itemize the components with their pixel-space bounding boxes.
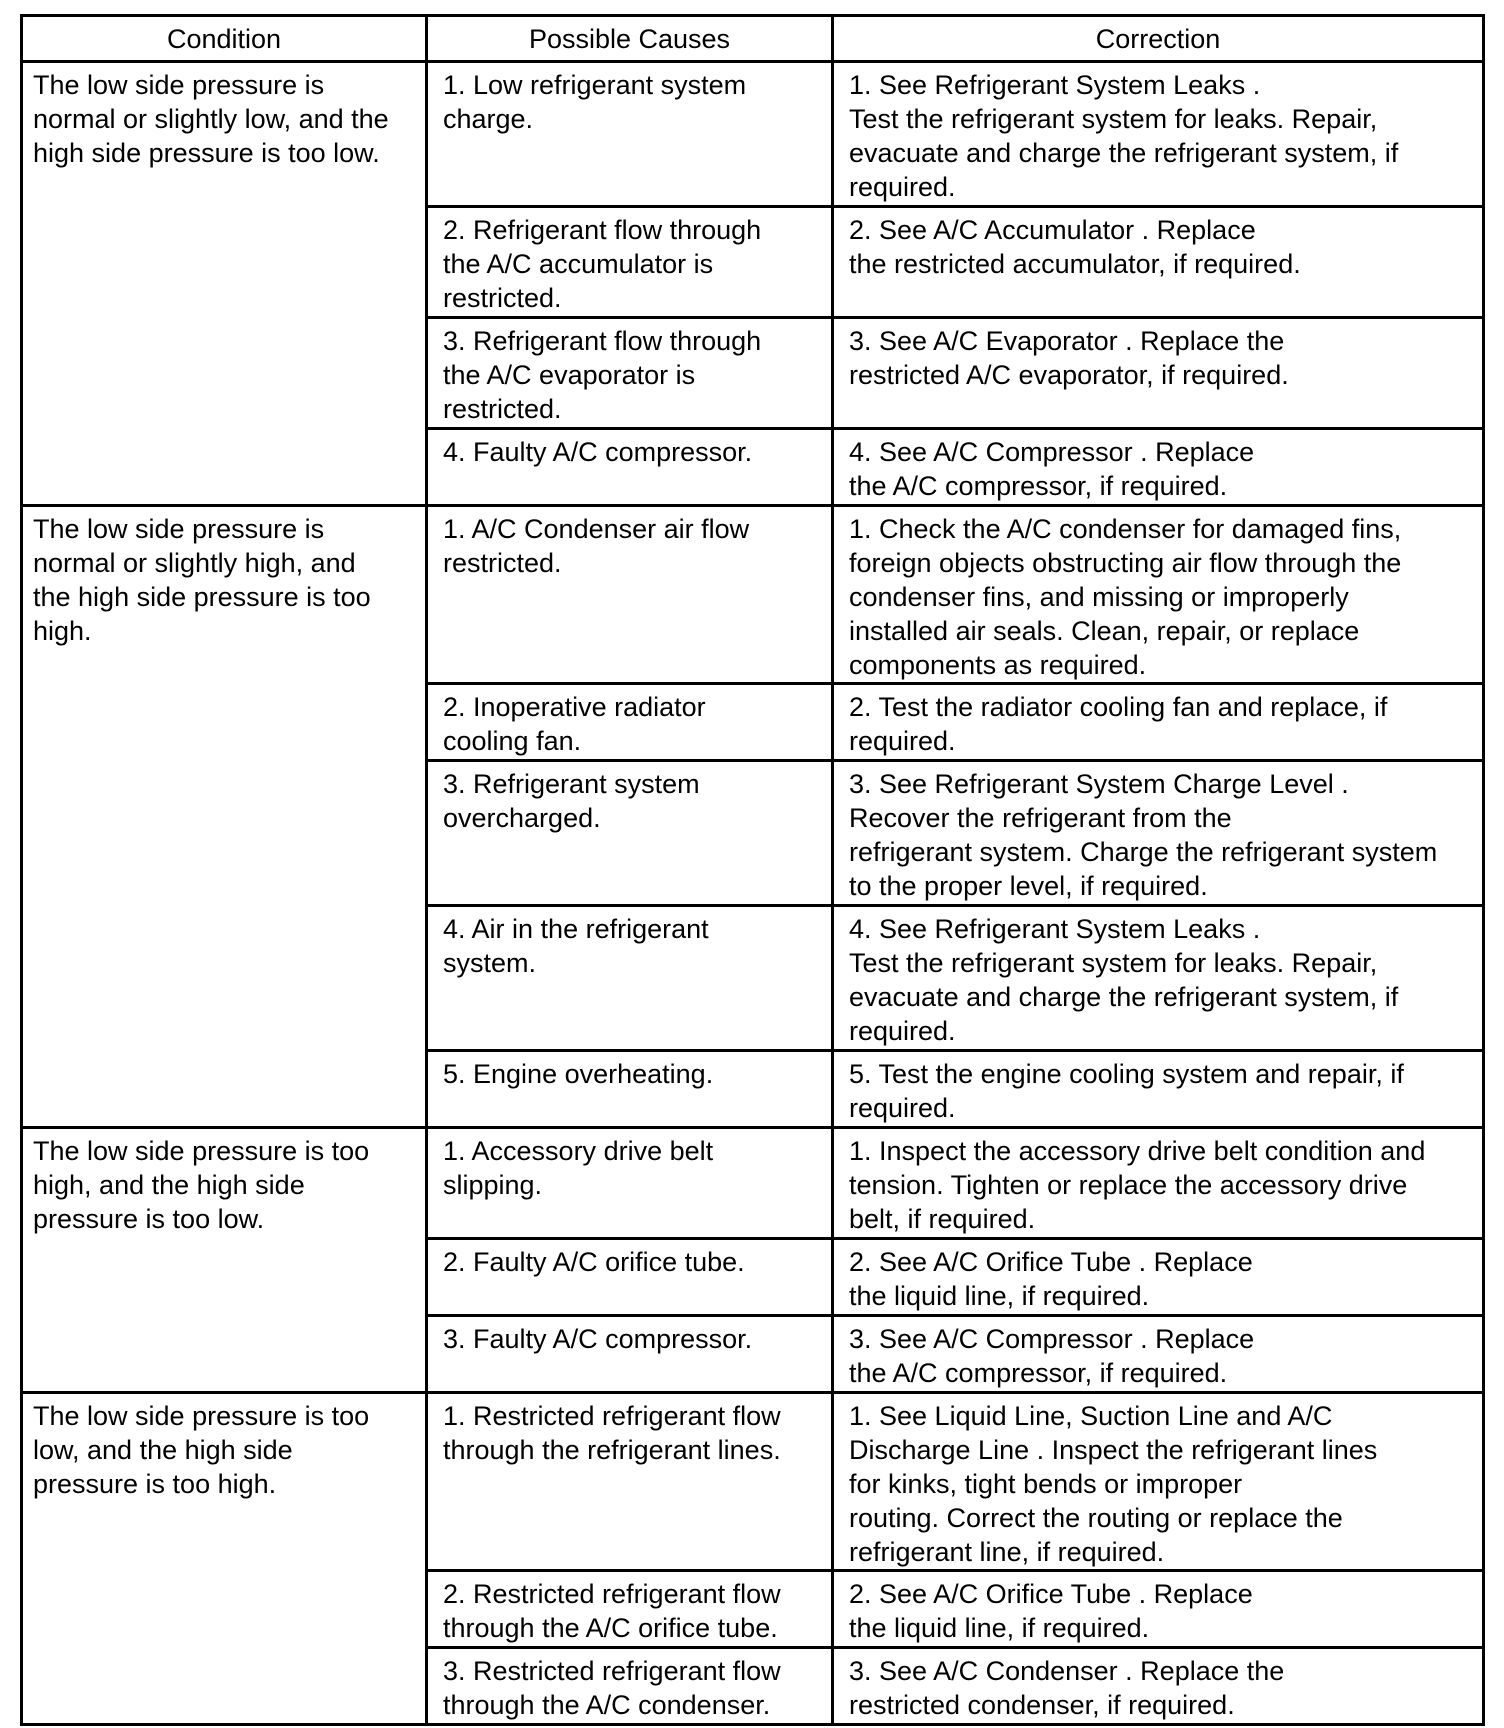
cause-cell [427,1648,833,1725]
condition-cell [22,1128,427,1393]
correction-text: 1. Inspect the accessory drive belt condition and tension. Tighten or replace the accessory drive belt, if required. [849,1136,1426,1234]
cause-cell [427,906,833,1051]
correction-text: 3. See A/C Evaporator . Replace the restricted A/C evaporator, if required. [849,326,1289,390]
cause-text: 3. Faulty A/C compressor. [443,1324,753,1354]
correction-cell [833,906,1484,1051]
cause-cell [427,1571,833,1648]
correction-text: 4. See A/C Compressor . Replace the A/C compressor, if required. [849,437,1255,501]
cause-text: 2. Faulty A/C orifice tube. [443,1247,745,1277]
correction-text: 3. See A/C Compressor . Replace the A/C compressor, if required. [849,1324,1255,1388]
cause-text: 2. Refrigerant flow through the A/C accumulator is restricted. [443,215,762,313]
cause-text: 1. Low refrigerant system charge. [443,70,747,134]
cause-cell [427,684,833,761]
correction-text: 2. See A/C Accumulator . Replace the restricted accumulator, if required. [849,215,1301,279]
header-possible-causes: Possible Causes [427,16,833,62]
condition-text: The low side pressure is normal or slightly high, and the high side pressure is too high. [33,514,371,646]
header-correction: Correction [833,16,1484,62]
cause-text: 5. Engine overheating. [443,1059,714,1089]
cause-cell [427,1316,833,1393]
table-row [22,506,1484,684]
correction-text: 2. Test the radiator cooling fan and replace, if required. [849,692,1388,756]
correction-text: 1. See Liquid Line, Suction Line and A/C Discharge Line . Inspect the refrigerant lines for kinks, tight bends or improper routing. Correct the routing or replace the refrigerant line, if required. [849,1401,1378,1567]
correction-text: 1. See Refrigerant System Leaks . Test the refrigerant system for leaks. Repair, evacuate and charge the refrigerant system, if required. [849,70,1399,202]
condition-text: The low side pressure is too high, and the high side pressure is too low. [33,1136,370,1234]
condition-cell [22,1393,427,1725]
correction-text: 2. See A/C Orifice Tube . Replace the liquid line, if required. [849,1579,1253,1643]
cause-text: 3. Refrigerant system overcharged. [443,769,700,833]
cause-cell [427,1393,833,1571]
cause-text: 2. Restricted refrigerant flow through the A/C orifice tube. [443,1579,781,1643]
correction-cell [833,1239,1484,1316]
correction-cell [833,761,1484,906]
cause-text: 1. Restricted refrigerant flow through the refrigerant lines. [443,1401,781,1465]
correction-text: 5. Test the engine cooling system and repair, if required. [849,1059,1404,1123]
correction-text: 1. Check the A/C condenser for damaged fins, foreign objects obstructing air flow through the condenser fins, and missing or improperly installed air seals. Clean, repair, or replace components as required. [849,514,1402,680]
correction-cell [833,318,1484,429]
cause-cell [427,761,833,906]
header-condition: Condition [22,16,427,62]
correction-cell [833,1128,1484,1239]
cause-cell [427,207,833,318]
correction-cell [833,1316,1484,1393]
condition-text: The low side pressure is too low, and the high side pressure is too high. [33,1401,370,1499]
correction-text: 3. See Refrigerant System Charge Level . Recover the refrigerant from the refrigerant system. Charge the refrigerant system to the proper level, if required. [849,769,1438,901]
correction-cell [833,1648,1484,1725]
cause-cell [427,506,833,684]
table-row [22,62,1484,207]
diagnostic-table [20,14,1485,1726]
correction-cell [833,1571,1484,1648]
cause-cell [427,1239,833,1316]
cause-cell [427,318,833,429]
cause-text: 1. Accessory drive belt slipping. [443,1136,714,1200]
cause-text: 4. Faulty A/C compressor. [443,437,753,467]
cause-cell [427,1128,833,1239]
table-row [22,1128,1484,1239]
correction-cell [833,1051,1484,1128]
condition-cell [22,506,427,1128]
correction-cell [833,429,1484,506]
correction-cell [833,62,1484,207]
cause-text: 3. Refrigerant flow through the A/C evaporator is restricted. [443,326,762,424]
correction-cell [833,506,1484,684]
correction-cell [833,1393,1484,1571]
correction-text: 2. See A/C Orifice Tube . Replace the liquid line, if required. [849,1247,1253,1311]
header-row [22,16,1484,62]
correction-text: 3. See A/C Condenser . Replace the restricted condenser, if required. [849,1656,1285,1720]
cause-cell [427,62,833,207]
table-row [22,1393,1484,1571]
cause-cell [427,429,833,506]
correction-cell [833,684,1484,761]
condition-cell [22,62,427,506]
cause-text: 1. A/C Condenser air flow restricted. [443,514,750,578]
cause-text: 2. Inoperative radiator cooling fan. [443,692,706,756]
condition-text: The low side pressure is normal or slightly low, and the high side pressure is too low. [33,70,389,168]
correction-cell [833,207,1484,318]
correction-text: 4. See Refrigerant System Leaks . Test the refrigerant system for leaks. Repair, evacuate and charge the refrigerant system, if required. [849,914,1399,1046]
cause-text: 4. Air in the refrigerant system. [443,914,709,978]
cause-text: 3. Restricted refrigerant flow through the A/C condenser. [443,1656,781,1720]
cause-cell [427,1051,833,1128]
